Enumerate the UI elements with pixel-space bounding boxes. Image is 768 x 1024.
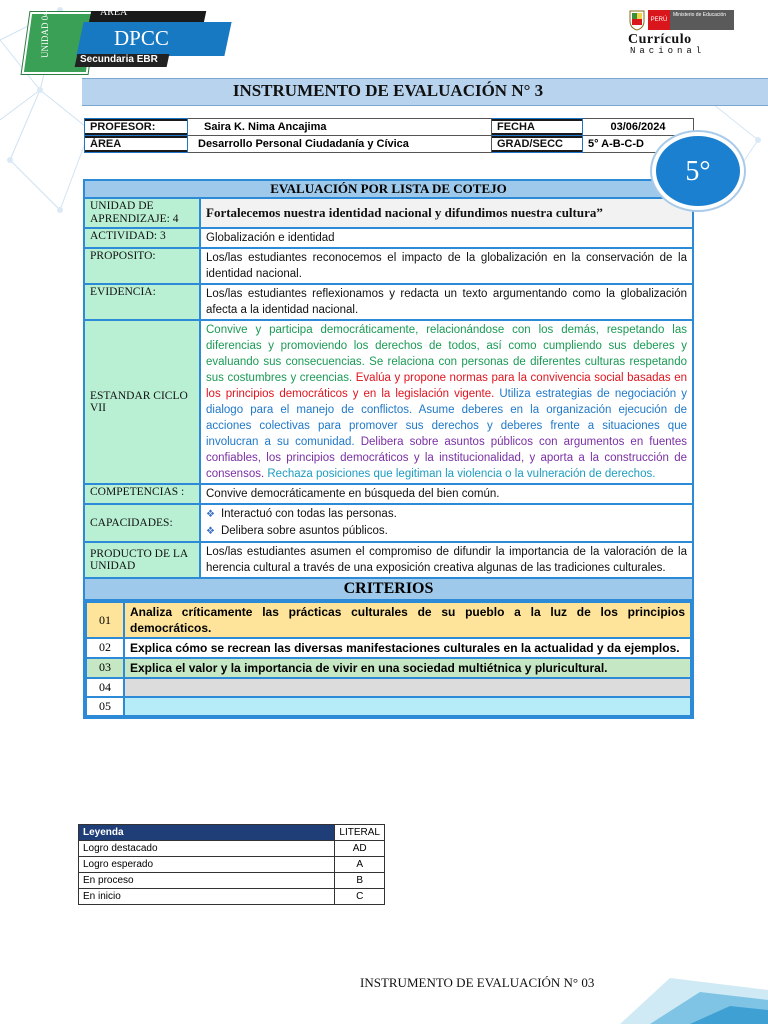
estandar-part-4: Delibera sobre asuntos públicos con argumentos en fuentes confiables, los principios democráticos y la institucionalidad, y aporta a la construcción de consensos. [206,436,687,480]
capacidades-label: CAPACIDADES: [84,504,200,542]
legend-label: En inicio [79,889,335,905]
estandar-value [200,320,693,484]
criterio-number: 04 [86,678,124,697]
peru-label: PERÚ [648,10,670,30]
criterio-row [86,697,691,716]
legend-literal: A [335,857,385,873]
criterios-table [85,601,692,717]
proposito-label: PROPOSITO: [84,248,200,284]
competencias-label: COMPETENCIAS : [84,484,200,504]
coat-of-arms-icon [628,9,646,31]
profesor-label-cell [85,119,188,136]
diamond-bullet-icon: ❖ [206,526,215,537]
legend-literal: B [335,873,385,889]
criterio-text [124,697,691,716]
ministry-logo [628,9,734,31]
criterio-number: 02 [86,638,124,658]
criterio-number: 05 [86,697,124,716]
profesor-label: PROFESOR: [85,121,187,133]
estandar-part-3: Utiliza estrategias de negociación y dialogo para el manejo de conflictos. Asume deberes en la organización ejecución de acciones colectivas para promover sus derechos y deberes frente a situaciones que involucran a su comunidad. [206,388,687,448]
grad-label: GRAD/SECC [492,138,582,150]
unidad-label: UNIDAD DE APRENDIZAJE: 4 [84,198,200,228]
legend-table [78,824,385,905]
list-item [206,523,687,540]
capacidad-text: Delibera sobre asuntos públicos. [220,525,388,537]
criterio-row [86,602,691,638]
estandar-part-2: Evalúa y propone normas para la convivencia social basadas en los principios democráticos y en la legislación vigente. [206,372,687,400]
legend-header: Leyenda [79,825,335,841]
fecha-value: 03/06/2024 [583,119,694,136]
criterio-row [86,658,691,678]
estandar-part-5: Rechaza posiciones que legitiman la violencia o la vulneración de derechos. [267,468,656,480]
criterios-header: CRITERIOS [84,578,693,600]
criterio-number: 01 [86,602,124,638]
grad-value: 5° A-B-C-D [583,136,694,153]
info-table [84,118,694,153]
area-info-label: ÀREA [85,138,187,150]
area-label: ÁREA [100,7,128,18]
curriculo-logo-title: Currículo [628,32,692,47]
legend-row [79,873,385,889]
area-value: Desarrollo Personal Ciudadanía y Cívica [188,136,492,153]
producto-label: PRODUCTO DE LA UNIDAD [84,542,200,578]
fecha-label-cell [492,119,583,136]
criterio-text: Explica cómo se recrean las diversas manifestaciones culturales en la actualidad y da ejemplos. [124,638,691,658]
footer-title: INSTRUMENTO DE EVALUACIÓN N° 03 [360,975,595,990]
criterio-text: Explica el valor y la importancia de vivir en una sociedad multiétnica y pluricultural. [124,658,691,678]
grade-badge: 5° [652,132,744,210]
footer-wave-decoration [590,960,768,1024]
ministry-label: Ministerio de Educación [670,10,734,30]
profesor-value: Saira K. Nima Ancajima [188,119,492,136]
unidad-value: Fortalecemos nuestra identidad nacional y difundimos nuestra cultura” [200,198,693,228]
criterio-row [86,638,691,658]
legend-label: En proceso [79,873,335,889]
legend-label: Logro destacado [79,841,335,857]
criterio-text [124,678,691,697]
actividad-label: ACTIVIDAD: 3 [84,228,200,248]
literal-header: LITERAL [335,825,385,841]
estandar-part-1: Convive y participa democráticamente, relacionándose con los demás, respetando las diferencias y promoviendo los derechos de todos, así como cumpliendo sus deberes y evaluando sus consecuencias. Se relaciona con personas de diferentes culturas respetando sus costumbres y creencias. [206,324,687,384]
legend-row [79,841,385,857]
actividad-value: Globalización e identidad [200,228,693,248]
criterio-row [86,678,691,697]
page-title: INSTRUMENTO DE EVALUACIÓN N° 3 [232,81,544,100]
capacidad-text: Interactuó con todas las personas. [220,508,397,520]
legend-label: Logro esperado [79,857,335,873]
evidencia-value: Los/las estudiantes reflexionamos y redacta un texto argumentando como la globalización afecta a la identidad nacional. [200,284,693,320]
legend-row [79,857,385,873]
criterios-container [84,600,693,718]
area-name: DPCC [114,26,169,50]
list-item [206,506,687,523]
fecha-label: FECHA [492,121,582,133]
proposito-value: Los/las estudiantes reconocemos el impacto de la globalización en la conservación de la identidad nacional. [200,248,693,284]
estandar-label: ESTANDAR CICLO VII [84,320,200,484]
evaluation-header: EVALUACIÓN POR LISTA DE COTEJO [84,180,693,198]
evidencia-label: EVIDENCIA: [84,284,200,320]
curriculo-logo-subtitle: Nacional [630,46,706,56]
unit-label: UNIDAD 04 [40,11,50,58]
legend-literal: C [335,889,385,905]
producto-value: Los/las estudiantes asumen el compromiso de difundir la importancia de la valoración de la herencia cultural a través de una exposición creativa algunas de las tradiciones culturales. [200,542,693,578]
capacidades-list [206,506,687,540]
diamond-bullet-icon: ❖ [206,509,215,520]
grad-label-cell [492,136,583,153]
criterio-number: 03 [86,658,124,678]
area-label-cell [85,136,188,153]
legend-literal: AD [335,841,385,857]
legend-row [79,889,385,905]
evaluation-table [83,179,694,719]
competencias-value: Convive democráticamente en búsqueda del bien común. [200,484,693,504]
criterio-text: Analiza críticamente las prácticas culturales de su pueblo a la luz de los principios democráticos. [124,602,691,638]
level-label: Secundaria EBR [80,54,158,65]
capacidades-value [200,504,693,542]
